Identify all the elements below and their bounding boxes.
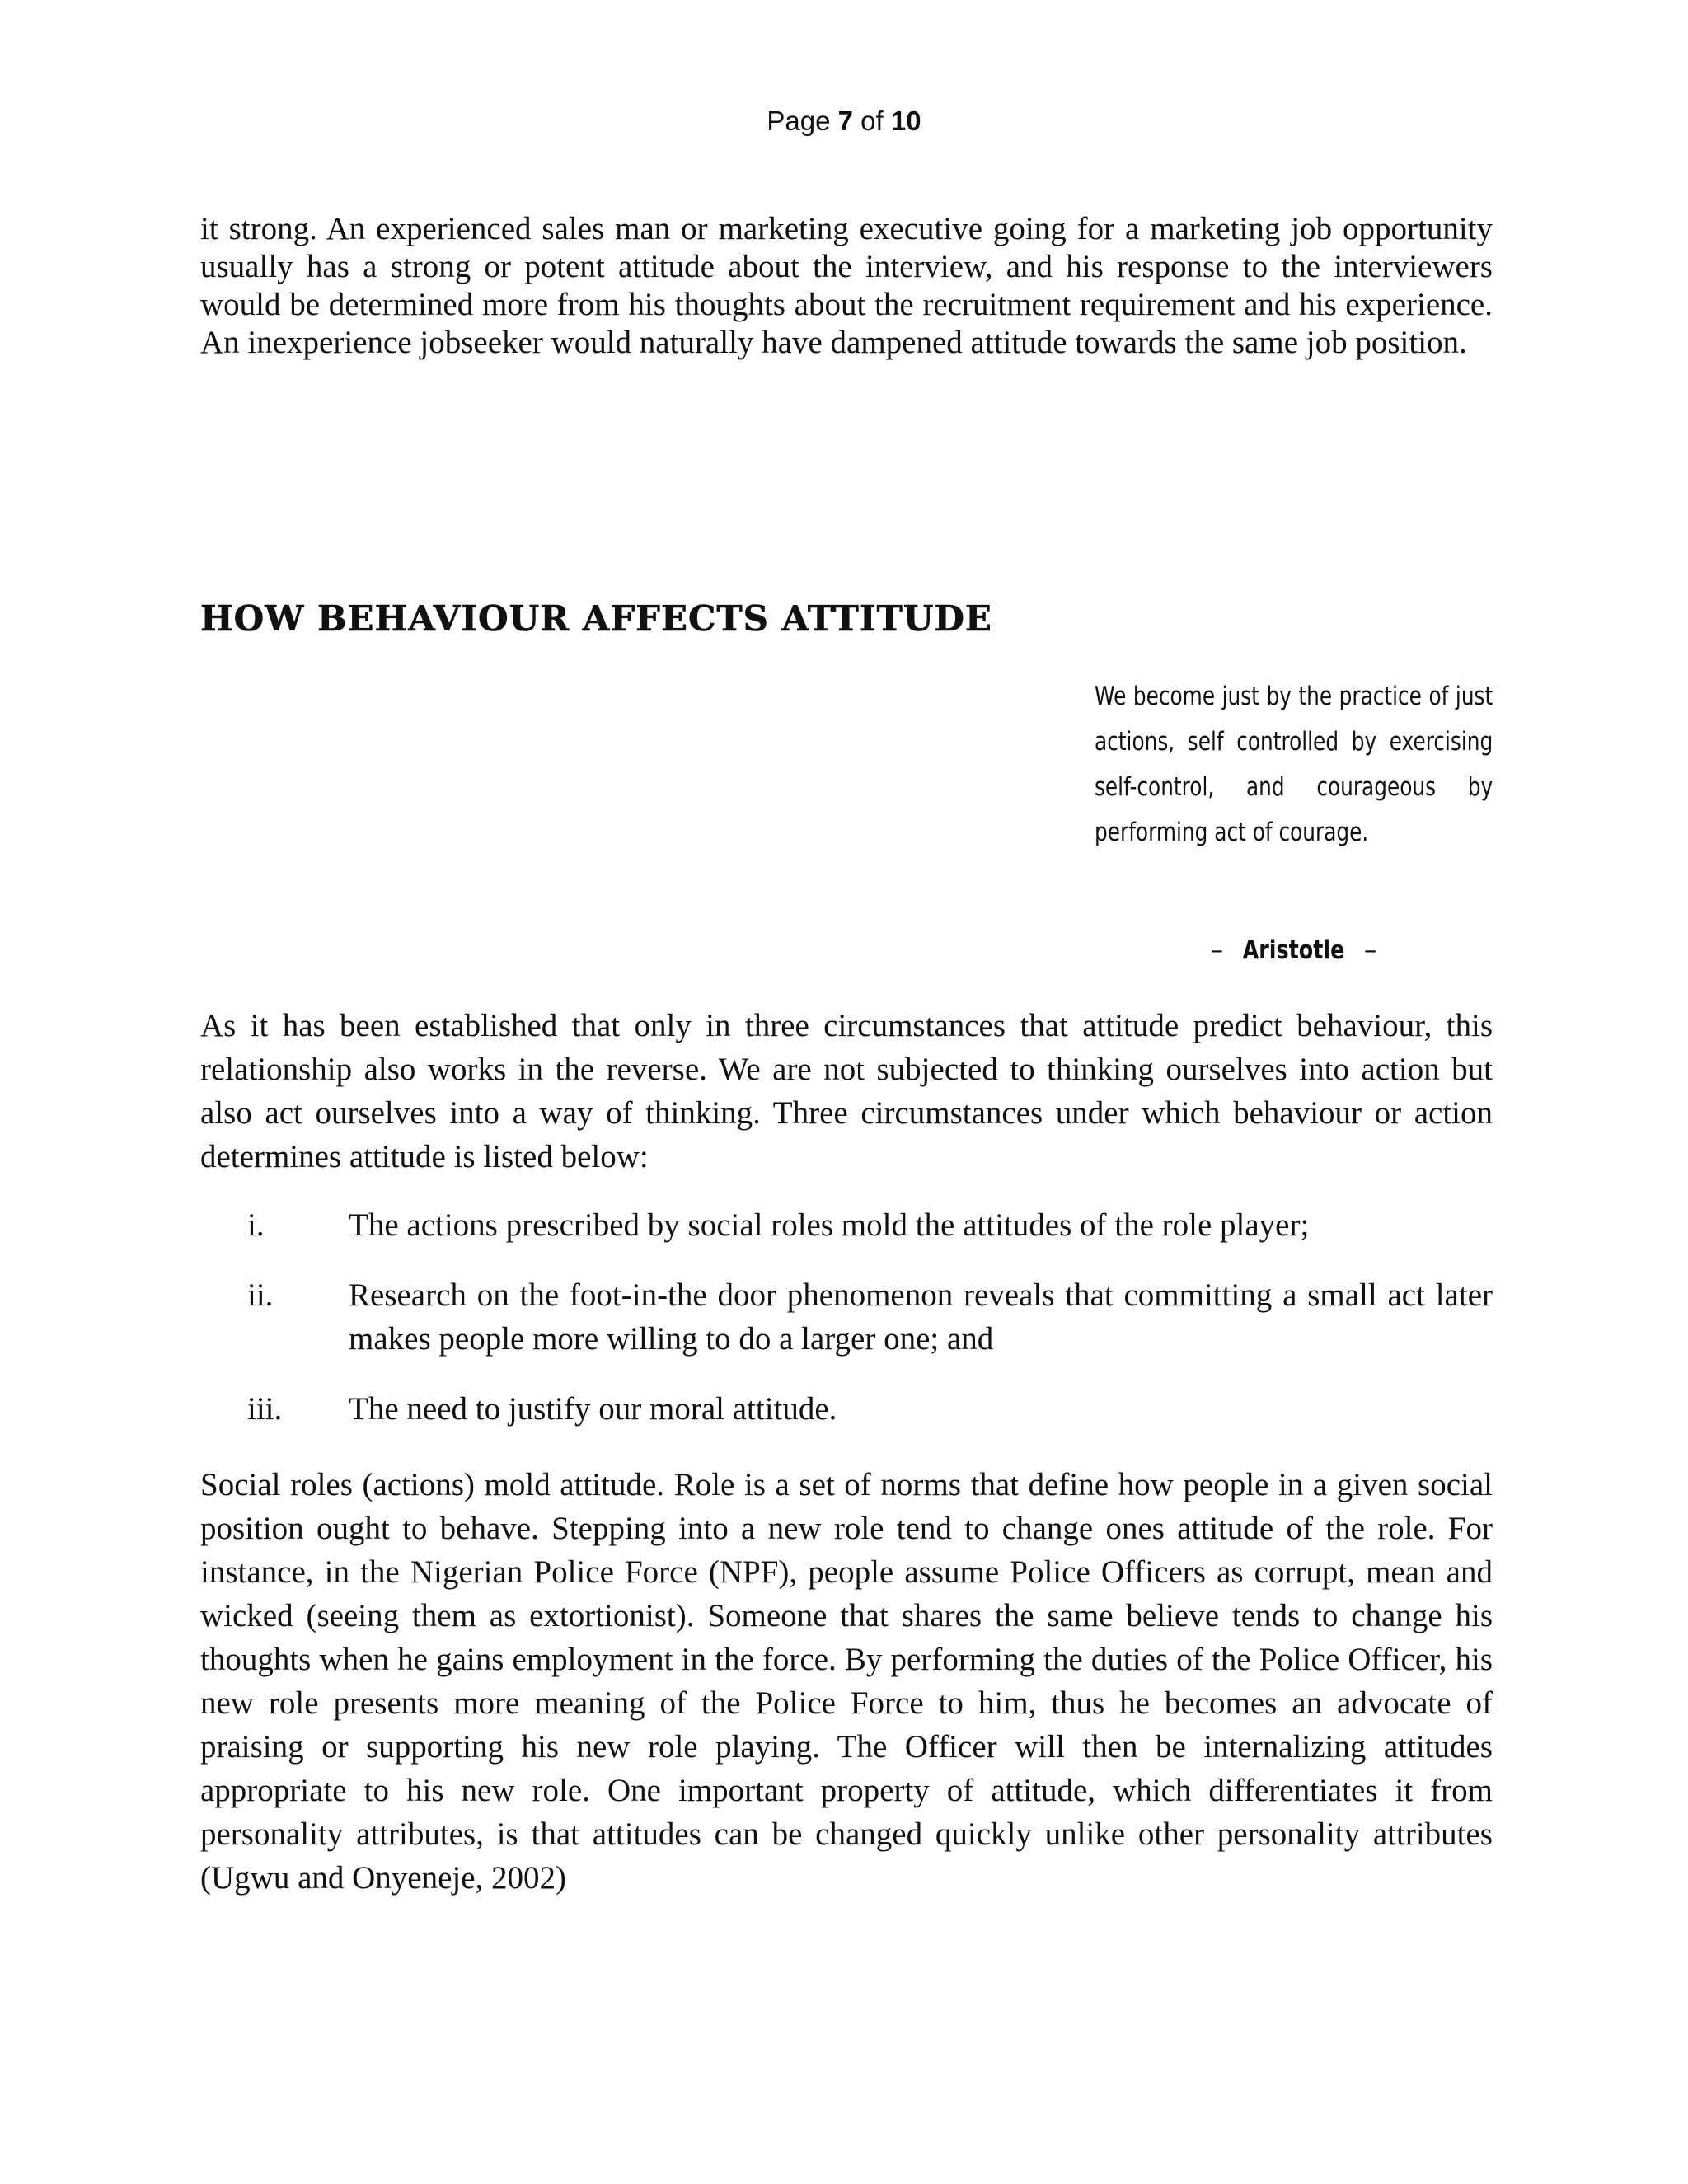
social-roles-paragraph: Social roles (actions) mold attitude. Role is a set of norms that define how people in a given social position ought to behave. Stepping into a new role tend to change ones attitude of the role. For instance, in the Nigerian Police Force (NPF), people assume Police Officers as corrupt, mean and wicked (seeing them as extortionist). Someone that shares the same believe tends to change his thoughts when he gains employment in the force. By performing the duties of the Police Officer, his new role presents more meaning of the Police Force to him, thus he becomes an advocate of praising or supporting his new role playing. The Officer will then be internalizing attitudes appropriate to his new role. One important property of attitude, which differentiates it from personality attributes, is that attitudes can be changed quickly unlike other personality attributes (Ugwu and Onyeneje, 2002)	[200, 1467, 1493, 1896]
section-heading: HOW BEHAVIOUR AFFECTS ATTITUDE	[200, 598, 992, 639]
list-item-text: The need to justify our moral attitude.	[349, 1391, 837, 1427]
list-item-text: The actions prescribed by social roles mold the attitudes of the role player;	[349, 1207, 1310, 1243]
list-marker: i.	[247, 1207, 265, 1243]
page-number	[0, 105, 1688, 138]
page-total: 10	[890, 105, 921, 136]
list-marker: ii.	[247, 1277, 274, 1313]
quote-attribution	[1095, 931, 1493, 969]
quote-text: We become just by the practice of just actions, self controlled by exercising self-control, and courageous by performing act of courage.	[1095, 682, 1493, 847]
list-item	[200, 1387, 1493, 1431]
quote-dash-right: –	[1363, 935, 1377, 965]
quote-dash-left: –	[1210, 935, 1224, 965]
circumstances-paragraph: As it has been established that only in three circumstances that attitude predict behaviour, this relationship also works in the reverse. We are not subjected to thinking ourselves into action but also act ourselves into a way of thinking. Three circumstances under which behaviour or action determines attitude is listed below:	[200, 1008, 1493, 1174]
quote-author: Aristotle	[1242, 935, 1345, 965]
list-marker: iii.	[247, 1391, 283, 1427]
intro-paragraph: it strong. An experienced sales man or marketing executive going for a marketing job opportunity usually has a strong or potent attitude about the interview, and his response to the interviewers would be determined more from his thoughts about the recruitment requirement and his experience. An inexperience jobseeker would naturally have dampened attitude towards the same job position.	[200, 211, 1493, 360]
list-item	[200, 1203, 1493, 1247]
list-item	[200, 1273, 1493, 1361]
list-item-text: Research on the foot-in-the door phenomenon reveals that committing a small act later makes people more willing to do a larger one; and	[349, 1277, 1493, 1357]
page-separator: of	[860, 105, 884, 136]
page-prefix: Page	[767, 105, 831, 136]
page-current: 7	[837, 105, 853, 136]
